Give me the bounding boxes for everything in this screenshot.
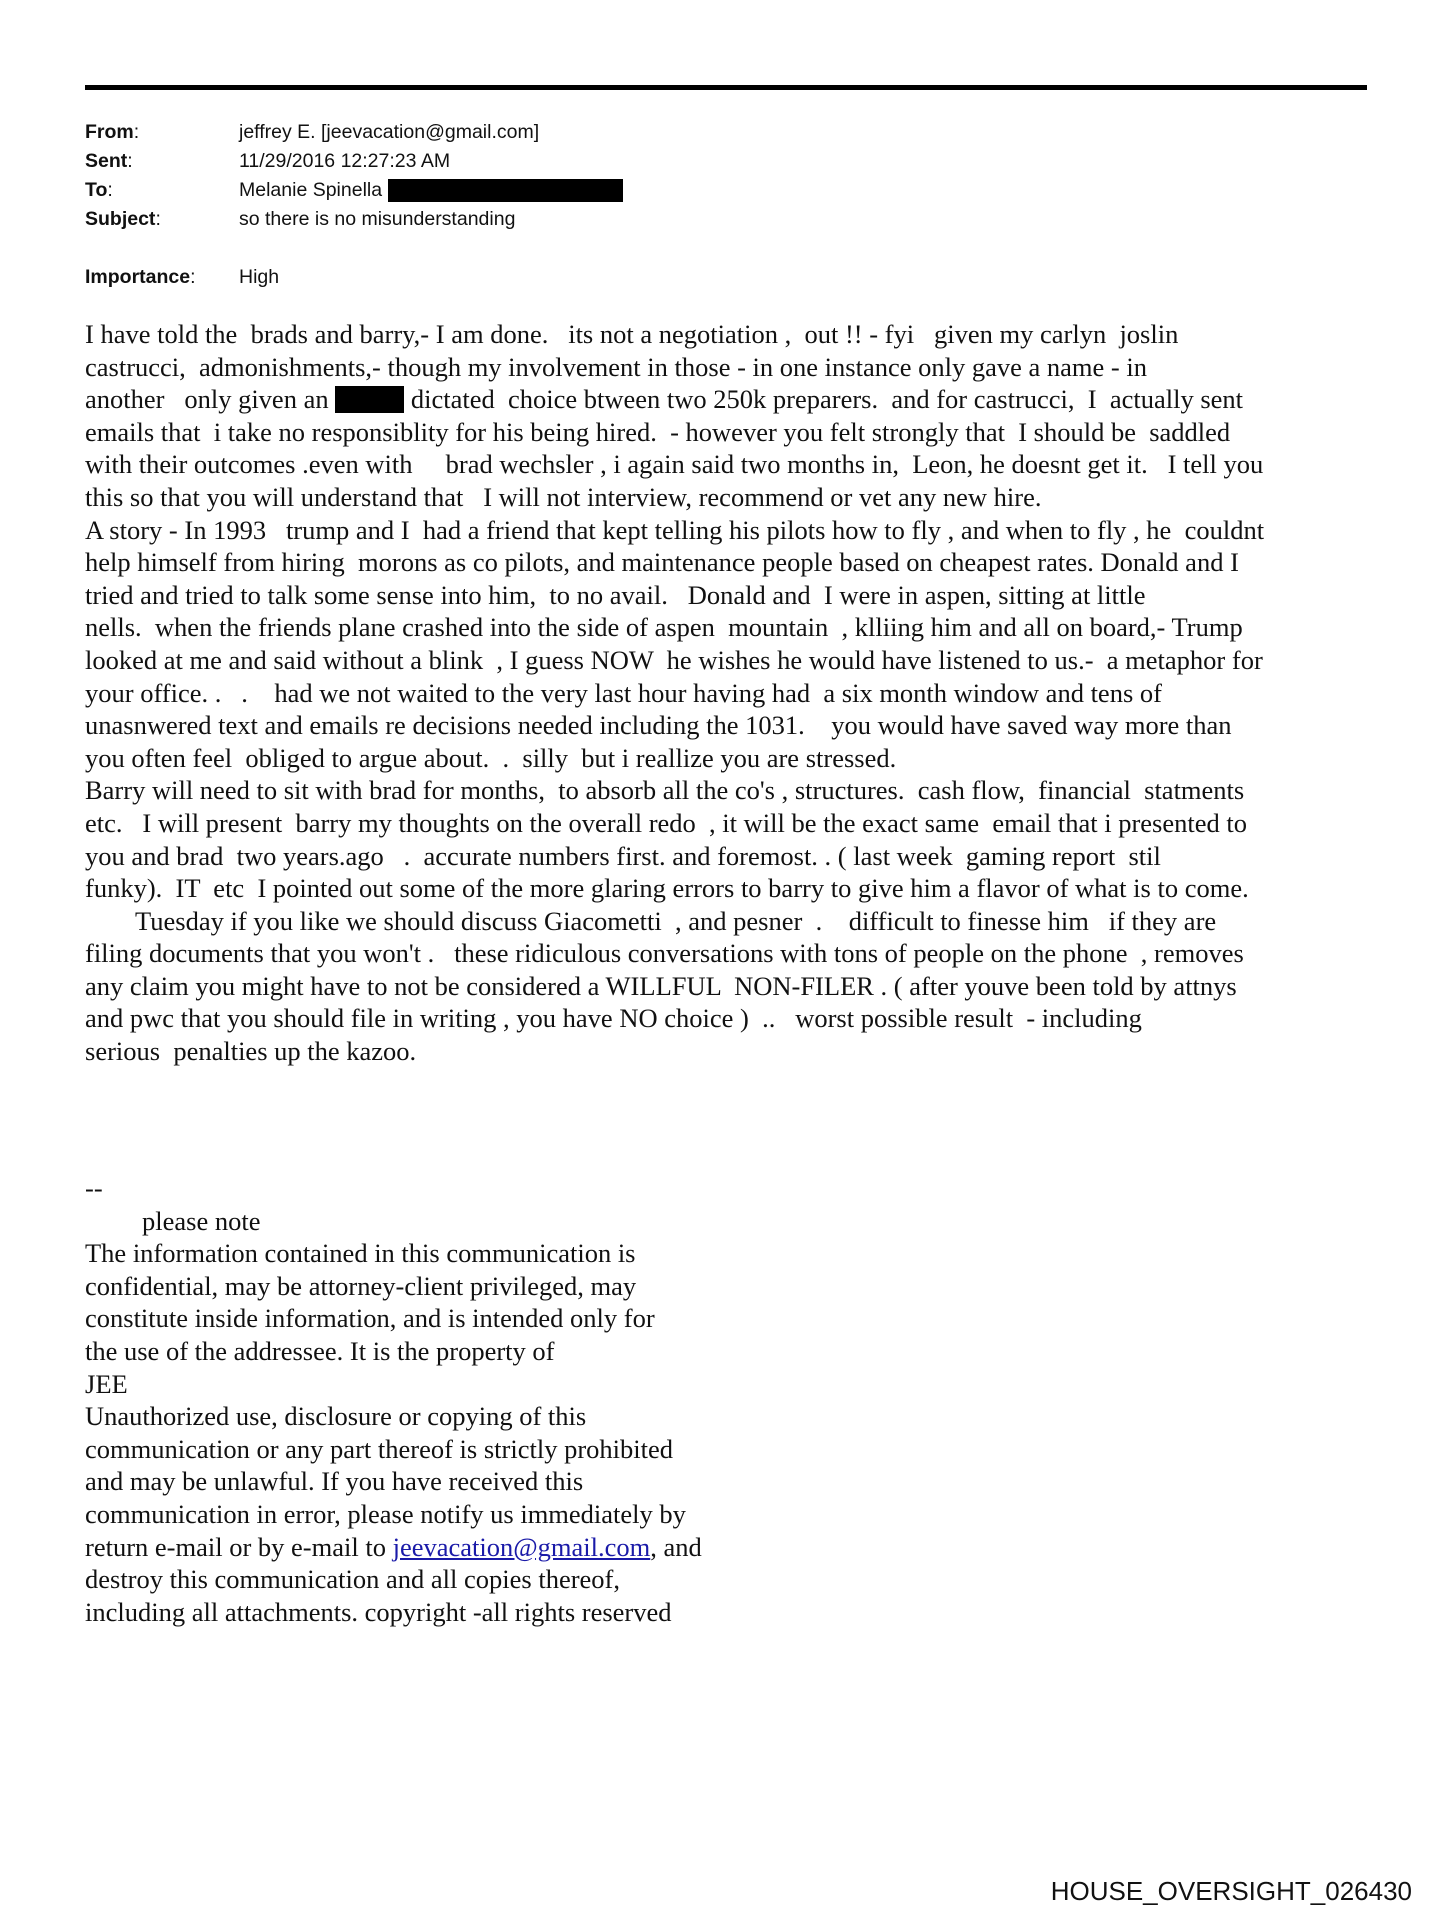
colon: : [127,150,133,172]
email-header [85,118,623,292]
colon: : [107,179,113,201]
sent-row [85,147,623,176]
disclaimer-line [85,1531,845,1564]
to-recipient-name: Melanie Spinella [239,179,383,201]
body-line: tried and tried to talk some sense into him, to no avail. Donald and I were in aspen, sitting at little [85,579,1146,610]
body-line-text: dictated choice btween two 250k preparers. and for castrucci, I actually sent [404,384,1244,415]
redaction-box [335,386,404,413]
redaction-box [388,179,623,202]
body-line: emails that i take no responsiblity for his being hired. - however you felt strongly that I should be saddled [85,416,1231,447]
please-note: please note [142,1205,261,1236]
disclaimer-line: Unauthorized use, disclosure or copying of this [85,1401,587,1432]
body-line: this so that you will understand that I will not interview, recommend or vet any new hire. [85,481,1042,512]
disclaimer-line: confidential, may be attorney-client privileged, may [85,1270,637,1301]
sent-label-text: Sent [85,150,128,172]
body-line-text: another only given an [85,384,336,415]
disclaimer-line: destroy this communication and all copies thereof, [85,1564,621,1595]
email-body [85,318,1385,1068]
body-line: and pwc that you should file in writing , you have NO choice ) .. worst possible result - including [85,1003,1142,1034]
subject-value: so there is no misunderstanding [239,208,516,230]
body-line: with their outcomes .even with brad wechsler , i again said two months in, Leon, he doesnt get it. I tell you [85,449,1264,480]
subject-row [85,205,623,234]
disclaimer-line: including all attachments. copyright -all rights reserved [85,1596,672,1627]
disclaimer-line: and may be unlawful. If you have received this [85,1466,584,1497]
importance-label [85,266,239,289]
disclaimer-text: , and [650,1531,702,1562]
from-row [85,118,623,147]
body-line: any claim you might have to not be considered a WILLFUL NON-FILER . ( after youve been told by attnys [85,970,1237,1001]
body-line: I have told the brads and barry,- I am done. its not a negotiation , out !! - fyi given my carlyn joslin [85,319,1179,349]
to-value [239,179,623,202]
disclaimer-line: JEE [85,1368,128,1399]
body-line: Tuesday if you like we should discuss Giacometti , and pesner . difficult to finesse him if they are [135,905,1217,936]
to-row [85,176,623,205]
body-line: you and brad two years.ago . accurate numbers first. and foremost. . ( last week gaming report stil [85,840,1161,871]
body-line [85,383,1385,416]
sent-label [85,150,239,173]
sent-value: 11/29/2016 12:27:23 AM [239,150,451,172]
body-line: help himself from hiring morons as co pilots, and maintenance people based on cheapest rates. Donald and I [85,547,1239,578]
body-line: etc. I will present barry my thoughts on the overall redo , it will be the exact same email that i presented to [85,807,1247,838]
to-label [85,179,239,202]
email-signature [85,1172,845,1628]
signature-separator: -- [85,1173,103,1203]
importance-row [85,263,623,292]
from-value: jeffrey E. [jeevacation@gmail.com] [239,121,540,143]
body-line: nells. when the friends plane crashed into the side of aspen mountain , klliing him and all on board,- Trump [85,612,1243,643]
disclaimer-line: communication in error, please notify us immediately by [85,1498,686,1529]
disclaimer-line: communication or any part thereof is strictly prohibited [85,1433,673,1464]
body-line: looked at me and said without a blink , I guess NOW he wishes he would have listened to us.- a metaphor for [85,644,1263,675]
disclaimer-line: the use of the addressee. It is the property of [85,1335,555,1366]
body-line: unasnwered text and emails re decisions needed including the 1031. you would have saved way more than [85,710,1232,741]
from-label [85,121,239,144]
subject-label-text: Subject [85,208,156,230]
to-label-text: To [85,179,108,201]
body-line: funky). IT etc I pointed out some of the more glaring errors to barry to give him a flavor of what is to come. [85,873,1249,904]
body-line: filing documents that you won't . these ridiculous conversations with tons of people on the phone , removes [85,938,1244,969]
importance-label-text: Importance [85,266,191,288]
body-line: your office. . . had we not waited to the very last hour having had a six month window and tens of [85,677,1162,708]
disclaimer-line: constitute inside information, and is intended only for [85,1303,655,1334]
disclaimer-line: The information contained in this communication is [85,1238,636,1269]
body-line: serious penalties up the kazoo. [85,1036,417,1067]
disclaimer-text: return e-mail or by e-mail to [85,1531,393,1562]
importance-value: High [239,266,280,288]
header-divider-rule [85,85,1367,90]
body-line: Barry will need to sit with brad for months, to absorb all the co's , structures. cash flow, financial statments [85,775,1245,806]
from-label-text: From [85,121,134,143]
email-link[interactable]: jeevacation@gmail.com [392,1531,651,1562]
body-line: A story - In 1993 trump and I had a friend that kept telling his pilots how to fly , and when to fly , he couldnt [85,514,1265,545]
bates-number: HOUSE_OVERSIGHT_026430 [1050,1876,1412,1906]
subject-label [85,208,239,231]
colon: : [155,208,161,230]
colon: : [133,121,140,143]
colon: : [190,266,196,288]
body-line: you often feel obliged to argue about. . silly but i reallize you are stressed. [85,742,897,773]
body-line: castrucci, admonishments,- though my involvement in those - in one instance only gave a name - in [85,351,1147,382]
